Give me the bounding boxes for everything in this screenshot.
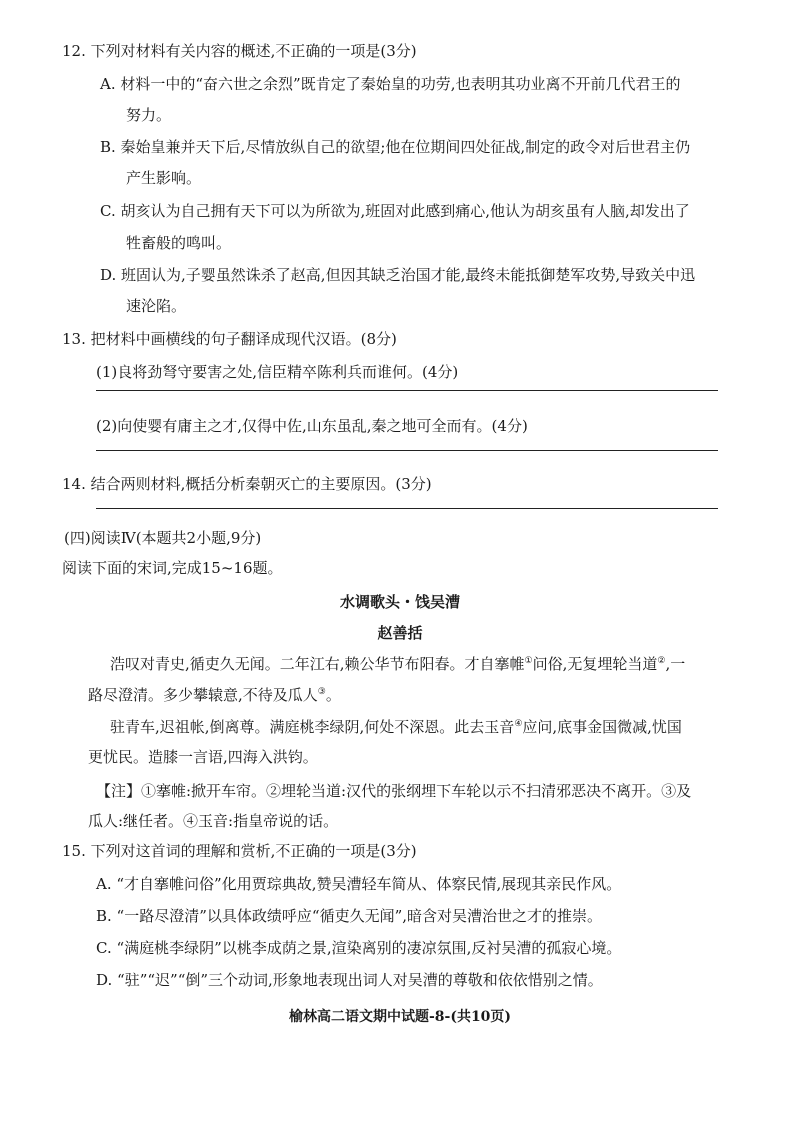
q13-sentence-1: (1)良将劲弩守要害之处,信臣精卒陈利兵而谁何。(4分) bbox=[96, 363, 459, 381]
poem-line-2 bbox=[88, 684, 341, 706]
q12-option-b: B. 秦始皇兼并天下后,尽情放纵自己的欲望;他在位期间四处征战,制定的政令对后世君主仍 bbox=[100, 138, 691, 156]
note-mark-4: ④ bbox=[514, 719, 523, 729]
q12-stem: 12. 下列对材料有关内容的概述,不正确的一项是(3分) bbox=[62, 42, 417, 60]
poem-line-3 bbox=[110, 716, 682, 738]
q15-option-b: B. “一路尽澄清”以具体政绩呼应“循吏久无闻”,暗含对吴漕治世之才的推崇。 bbox=[96, 907, 603, 925]
q12-option-b-cont: 产生影响。 bbox=[126, 169, 202, 187]
q13-stem: 13. 把材料中画横线的句子翻译成现代汉语。(8分) bbox=[62, 330, 397, 348]
q14-answer-line bbox=[96, 508, 718, 509]
note-mark-2: ② bbox=[657, 656, 666, 666]
q12-option-c: C. 胡亥认为自己拥有天下可以为所欲为,班固对此感到痛心,他认为胡亥虽有人脑,却发出了 bbox=[100, 202, 690, 220]
poem-note-1: 【注】①搴帷:掀开车帘。②埋轮当道:汉代的张纲埋下车轮以示不扫清邪恶决不离开。③及 bbox=[96, 782, 692, 800]
poem-line-1 bbox=[110, 653, 685, 675]
poem-line-4: 更忧民。造膝一言语,四海入洪钧。 bbox=[88, 748, 318, 766]
q15-option-a: A. “才自搴帷问俗”化用贾琮典故,赞吴漕轻车简从、体察民情,展现其亲民作风。 bbox=[96, 875, 622, 893]
poem-line-1a: 浩叹对青史,循吏久无闻。二年江右,赖公华节布阳春。才自搴帷 bbox=[110, 655, 525, 673]
q13-answer-line-1 bbox=[96, 390, 718, 391]
poem-line-1b: 问俗,无复埋轮当道 bbox=[532, 655, 658, 673]
poem-author: 赵善括 bbox=[377, 624, 423, 642]
section4-intro: 阅读下面的宋词,完成15~16题。 bbox=[62, 559, 283, 577]
poem-title: 水调歌头・饯吴漕 bbox=[339, 593, 460, 611]
q15-option-c: C. “满庭桃李绿阴”以桃李成荫之景,渲染离别的凄凉氛围,反衬吴漕的孤寂心境。 bbox=[96, 939, 622, 957]
poem-line-3b: 应问,底事金国微减,忧国 bbox=[522, 718, 682, 736]
page-footer: 榆林高二语文期中试题-8-(共10页) bbox=[288, 1009, 512, 1025]
q12-option-d-cont: 速沦陷。 bbox=[126, 297, 187, 315]
note-mark-1: ① bbox=[524, 656, 533, 666]
q13-sentence-2: (2)向使婴有庸主之才,仅得中佐,山东虽乱,秦之地可全而有。(4分) bbox=[96, 417, 528, 435]
q15-stem: 15. 下列对这首词的理解和赏析,不正确的一项是(3分) bbox=[62, 842, 417, 860]
poem-line-1c: ,一 bbox=[665, 655, 686, 673]
note-mark-3: ③ bbox=[317, 687, 326, 697]
q12-option-a: A. 材料一中的“奋六世之余烈”既肯定了秦始皇的功劳,也表明其功业离不开前几代君王的 bbox=[100, 75, 681, 93]
poem-line-2b: 。 bbox=[325, 686, 341, 704]
poem-line-2a: 路尽澄清。多少攀辕意,不待及瓜人 bbox=[88, 686, 318, 704]
q12-option-a-cont: 努力。 bbox=[126, 106, 172, 124]
poem-line-3a: 驻青车,迟祖帐,倒离尊。满庭桃李绿阴,何处不深恩。此去玉音 bbox=[110, 718, 515, 736]
q15-option-d: D. “驻”“迟”“倒”三个动词,形象地表现出词人对吴漕的尊敬和依依惜别之情。 bbox=[96, 971, 603, 989]
q12-option-d: D. 班固认为,子婴虽然诛杀了赵高,但因其缺乏治国才能,最终未能抵御楚军攻势,导致关中迅 bbox=[100, 266, 696, 284]
poem-note-2: 瓜人:继任者。④玉音:指皇帝说的话。 bbox=[88, 812, 339, 830]
q14-stem: 14. 结合两则材料,概括分析秦朝灭亡的主要原因。(3分) bbox=[62, 475, 432, 493]
q12-option-c-cont: 牲畜般的鸣叫。 bbox=[126, 234, 232, 252]
q13-answer-line-2 bbox=[96, 450, 718, 451]
section4-heading: (四)阅读Ⅳ(本题共2小题,9分) bbox=[64, 529, 262, 547]
